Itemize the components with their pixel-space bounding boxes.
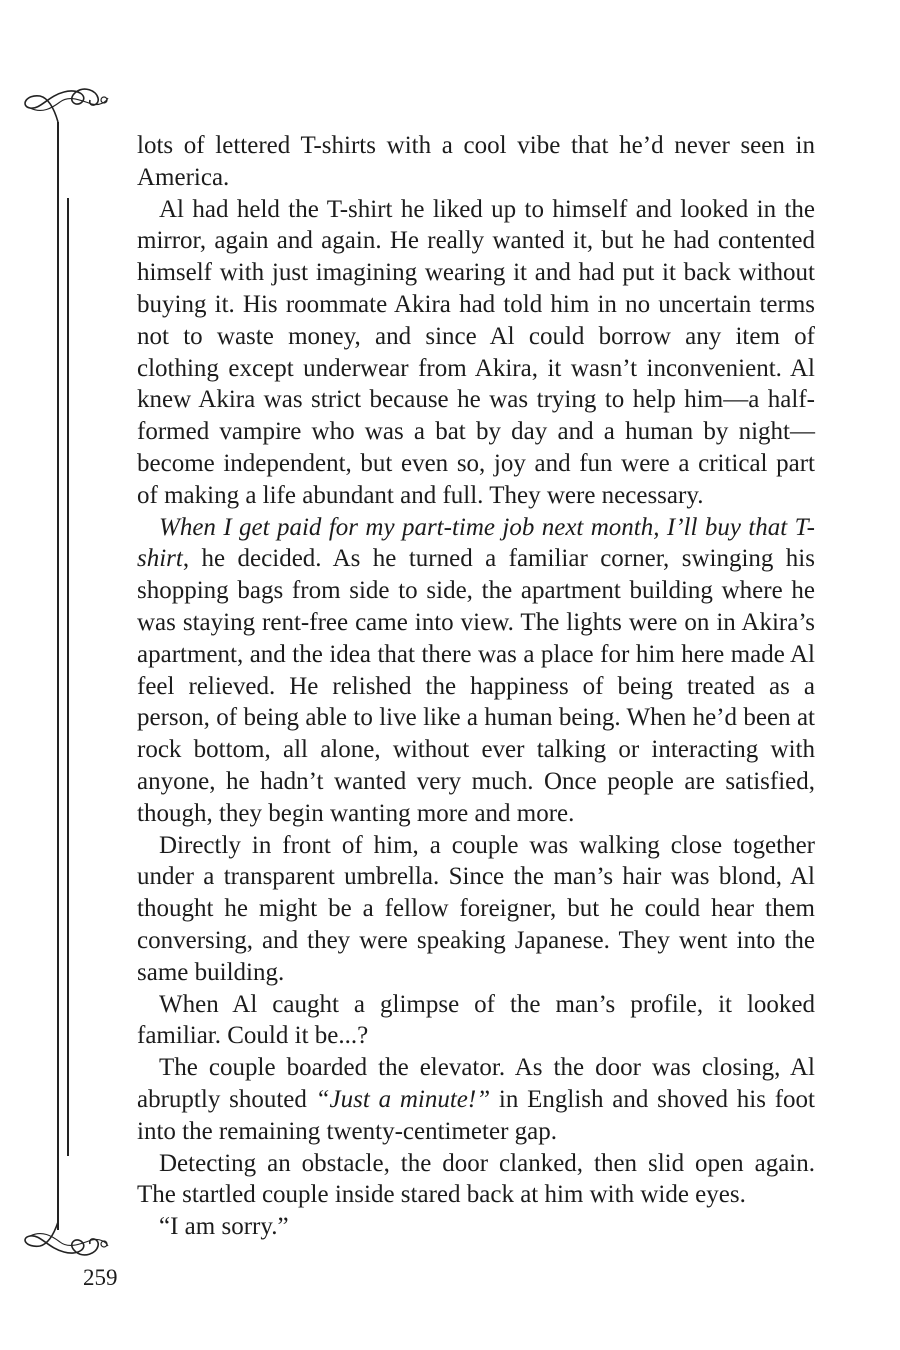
paragraph-8: [137, 1211, 815, 1243]
paragraph-2: [137, 194, 815, 512]
flourish-ornament-bottom: [18, 1218, 113, 1268]
italic-thought: When I get paid for my part-time job next month, I’ll buy that T-shirt: [137, 513, 815, 573]
paragraph-text: When Al caught a glimpse of the man’s profile, it looked familiar. Could it be...?: [137, 990, 815, 1050]
paragraph-3: [137, 512, 815, 830]
paragraph-4: [137, 830, 815, 989]
paragraph-text: Al had held the T-shirt he liked up to himself and looked in the mirror, again and again. He really wanted it, but he had contented himself with just imagining wearing it and had put it back without buying it. His roommate Akira had told him in no uncertain terms not to waste money, and since Al could borrow any item of clothing except underwear from Akira, it wasn’t inconvenient. Al knew Akira was strict because he was trying to help him—a half-formed vampire who was a bat by day and a human by night—become independent, but even so, joy and fun were a critical part of making a life abundant and full. They were necessary.: [137, 195, 815, 509]
paragraph-text: “I am sorry.”: [159, 1213, 289, 1241]
paragraph-text: , he decided. As he turned a familiar corner, swinging his shopping bags from side to side, the apartment building where he was staying rent-free came into view. The lights were on in Akira’s apartment, and the idea that there was a place for him here made Al feel relieved. He relished the happiness of being treated as a person, of being able to live like a human being. When he’d been at rock bottom, all alone, without ever talking or interacting with anyone, he hadn’t wanted very much. Once people are satisfied, though, they begin wanting more and more.: [137, 545, 815, 827]
page-number: 259: [83, 1265, 118, 1290]
paragraph-6: [137, 1052, 815, 1147]
paragraph-7: [137, 1148, 815, 1212]
paragraph-text: in English and shoved his foot into the remaining twenty-centimeter gap.: [137, 1085, 815, 1145]
body-text: [137, 130, 815, 1243]
inner-margin-rule: [67, 198, 69, 1156]
paragraph-text: Detecting an obstacle, the door clanked, then slid open again. The startled couple inside stared back at him with wide eyes.: [137, 1149, 815, 1209]
left-margin-rule: [57, 122, 59, 1230]
paragraph-text: lots of lettered T-shirts with a cool vibe that he’d never seen in America.: [137, 132, 815, 191]
paragraph-1: [137, 130, 815, 194]
flourish-ornament-top: [18, 78, 113, 128]
paragraph-text: The couple boarded the elevator. As the door was closing, Al abruptly shouted: [137, 1054, 815, 1113]
italic-quote: “Just a minute!”: [315, 1085, 491, 1113]
paragraph-text: Directly in front of him, a couple was walking close together under a transparent umbrella. Since the man’s hair was blond, Al thought he might be a fellow foreigner, but he could hear them conversing, and they were speaking Japanese. They went into the same building.: [137, 831, 815, 986]
paragraph-5: [137, 989, 815, 1053]
